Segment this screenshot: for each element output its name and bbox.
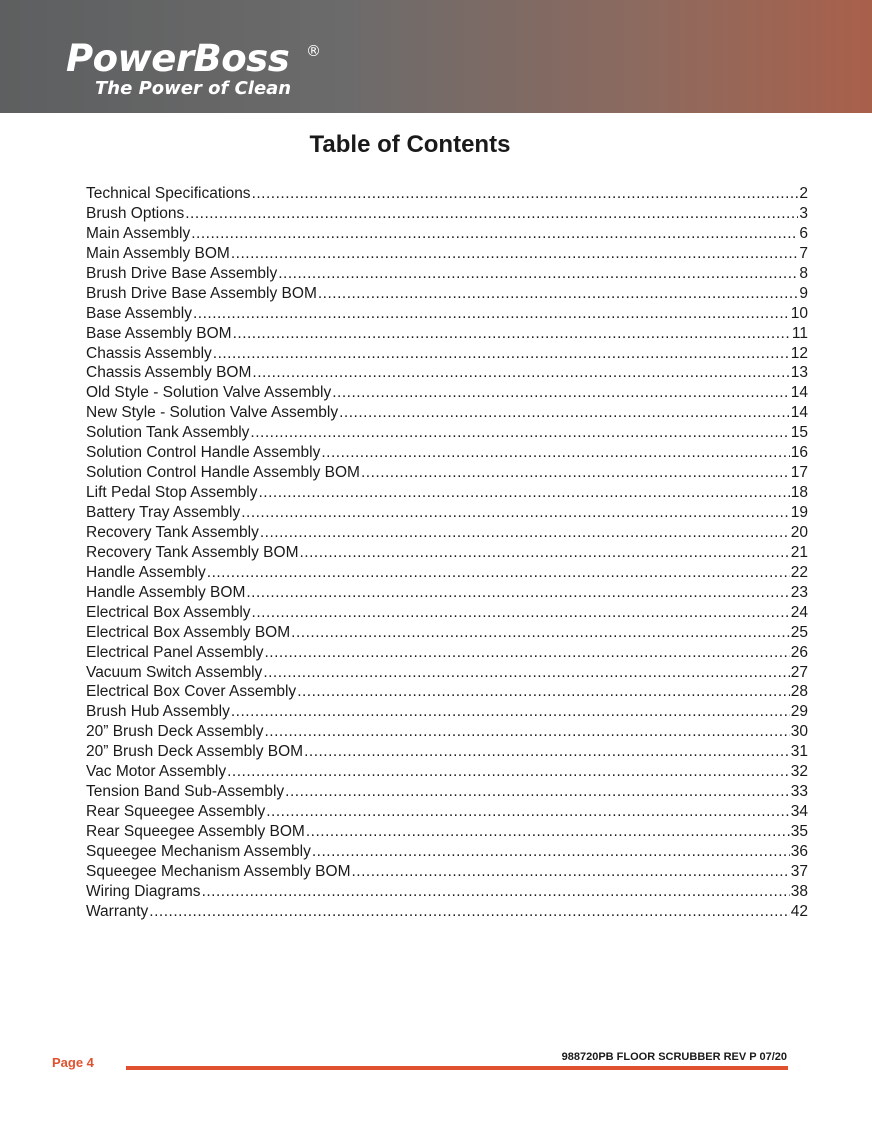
toc-entry-title: Battery Tray Assembly	[86, 504, 241, 521]
toc-entry-title: Main Assembly BOM	[86, 244, 230, 262]
toc-entry-title: Electrical Box Assembly BOM	[86, 623, 291, 641]
toc-entry-title: Electrical Panel Assembly	[86, 643, 264, 661]
toc-entry[interactable]	[86, 663, 808, 683]
toc-dot-leader	[246, 583, 789, 603]
toc-entry[interactable]	[86, 204, 808, 224]
toc-entry[interactable]	[86, 822, 808, 842]
toc-entry[interactable]	[86, 523, 808, 543]
toc-dot-leader	[252, 603, 790, 623]
toc-entry[interactable]	[86, 284, 808, 304]
toc-entry-page: 14	[790, 404, 808, 422]
toc-entry[interactable]	[86, 762, 808, 782]
toc-entry-page: 6	[799, 224, 808, 242]
toc-entry[interactable]	[86, 583, 808, 603]
toc-dot-leader	[297, 682, 790, 702]
toc-dot-leader	[278, 264, 798, 284]
toc-entry-title: Brush Hub Assembly	[86, 703, 230, 721]
toc-entry-page: 35	[790, 823, 808, 840]
toc-entry-page: 31	[790, 743, 808, 761]
toc-entry-page: 7	[799, 244, 808, 262]
toc-entry-page: 8	[799, 264, 808, 282]
toc-entry[interactable]	[86, 563, 808, 583]
toc-entry-page: 18	[790, 484, 808, 502]
registered-mark: ®	[306, 42, 321, 60]
toc-entry[interactable]	[86, 782, 808, 802]
toc-entry-title: Main Assembly	[86, 224, 191, 242]
toc-entry[interactable]	[86, 503, 808, 523]
toc-entry[interactable]	[86, 722, 808, 742]
toc-entry-page: 30	[790, 723, 808, 741]
toc-entry-page: 20	[790, 523, 808, 541]
toc-dot-leader	[231, 244, 799, 264]
toc-entry-title: Solution Control Handle Assembly	[86, 444, 321, 462]
toc-entry-title: Squeegee Mechanism Assembly BOM	[86, 862, 351, 880]
toc-entry-title: Electrical Box Cover Assembly	[86, 683, 297, 701]
toc-entry-title: Solution Control Handle Assembly BOM	[86, 464, 360, 482]
toc-entry-title: Technical Specifications	[86, 185, 251, 202]
toc-entry-page: 26	[790, 643, 808, 661]
toc-dot-leader	[304, 742, 790, 762]
toc-entry-title: Recovery Tank Assembly	[86, 523, 259, 541]
toc-entry-title: New Style - Solution Valve Assembly	[86, 404, 339, 422]
toc-entry-title: Lift Pedal Stop Assembly	[86, 484, 258, 502]
toc-entry-title: 20” Brush Deck Assembly BOM	[86, 743, 304, 761]
toc-entry[interactable]	[86, 902, 808, 922]
toc-entry-page: 3	[799, 204, 808, 222]
toc-entry-page: 13	[790, 364, 808, 382]
toc-entry-title: Warranty	[86, 902, 149, 920]
toc-entry-title: Vacuum Switch Assembly	[86, 663, 263, 681]
footer-page-number: Page 4	[52, 1055, 94, 1070]
toc-dot-leader	[191, 224, 798, 244]
toc-entry-page: 37	[790, 862, 808, 880]
toc-entry[interactable]	[86, 603, 808, 623]
toc-dot-leader	[252, 184, 799, 204]
toc-entry-page: 42	[790, 902, 808, 920]
toc-entry-title: Chassis Assembly	[86, 344, 212, 362]
toc-entry-page: 21	[790, 543, 808, 561]
footer-document-id: 988720PB FLOOR SCRUBBER REV P 07/20	[561, 1051, 787, 1063]
toc-entry-page: 12	[790, 344, 808, 362]
toc-entry-page: 2	[799, 185, 808, 202]
toc-entry[interactable]	[86, 463, 808, 483]
toc-entry-page: 33	[790, 783, 808, 801]
toc-entry-title: Squeegee Mechanism Assembly	[86, 842, 311, 860]
toc-entry[interactable]	[86, 543, 808, 563]
toc-entry[interactable]	[86, 623, 808, 643]
toc-entry-page: 28	[790, 683, 808, 701]
toc-entry-page: 36	[790, 842, 808, 860]
toc-dot-leader	[263, 663, 789, 683]
toc-dot-leader	[213, 344, 790, 364]
table-of-contents	[86, 184, 808, 922]
toc-dot-leader	[231, 702, 790, 722]
toc-dot-leader	[339, 403, 790, 423]
toc-entry-page: 23	[790, 583, 808, 601]
toc-entry-title: Handle Assembly	[86, 563, 206, 581]
toc-entry-page: 32	[790, 763, 808, 781]
toc-entry[interactable]	[86, 682, 808, 702]
toc-entry[interactable]	[86, 324, 808, 344]
toc-entry-page: 22	[790, 563, 808, 581]
toc-entry[interactable]	[86, 702, 808, 722]
toc-entry-title: Vac Motor Assembly	[86, 763, 227, 781]
toc-dot-leader	[250, 423, 789, 443]
toc-entry[interactable]	[86, 742, 808, 762]
toc-dot-leader	[149, 902, 789, 922]
toc-entry[interactable]	[86, 244, 808, 264]
toc-entry-page: 9	[799, 284, 808, 302]
toc-entry-page: 17	[790, 464, 808, 482]
toc-entry-page: 27	[790, 663, 808, 681]
toc-entry[interactable]	[86, 882, 808, 902]
toc-dot-leader	[312, 842, 790, 862]
footer-rule	[126, 1066, 788, 1070]
toc-dot-leader	[233, 324, 791, 344]
toc-dot-leader	[202, 882, 790, 902]
toc-dot-leader	[321, 443, 789, 463]
toc-dot-leader	[332, 383, 790, 403]
toc-entry-title: Chassis Assembly BOM	[86, 364, 252, 382]
toc-dot-leader	[264, 643, 789, 663]
toc-dot-leader	[351, 862, 789, 882]
toc-entry-title: Tension Band Sub-Assembly	[86, 783, 285, 801]
toc-dot-leader	[227, 762, 790, 782]
toc-entry-page: 10	[790, 304, 808, 322]
toc-entry-title: Brush Drive Base Assembly	[86, 264, 278, 282]
toc-entry[interactable]	[86, 842, 808, 862]
brand-tagline: The Power of Clean	[95, 78, 292, 99]
toc-dot-leader	[291, 623, 790, 643]
toc-entry-page: 16	[790, 444, 808, 462]
toc-entry-title: Wiring Diagrams	[86, 882, 201, 900]
toc-entry[interactable]	[86, 304, 808, 324]
toc-entry[interactable]	[86, 184, 808, 204]
toc-dot-leader	[318, 284, 799, 304]
toc-entry[interactable]	[86, 643, 808, 663]
toc-entry-title: 20” Brush Deck Assembly	[86, 723, 264, 741]
toc-entry-title: Recovery Tank Assembly BOM	[86, 543, 299, 561]
toc-entry[interactable]	[86, 862, 808, 882]
toc-entry-title: Electrical Box Assembly	[86, 603, 251, 621]
toc-entry-page: 24	[790, 603, 808, 621]
toc-entry-title: Handle Assembly BOM	[86, 583, 246, 601]
toc-dot-leader	[241, 503, 790, 523]
toc-entry[interactable]	[86, 363, 808, 383]
toc-entry[interactable]	[86, 403, 808, 423]
toc-entry-page: 14	[790, 384, 808, 402]
toc-dot-leader	[285, 782, 790, 802]
toc-entry[interactable]	[86, 423, 808, 443]
toc-entry-title: Brush Drive Base Assembly BOM	[86, 284, 317, 302]
brand-logo: PowerBoss	[66, 37, 290, 80]
toc-entry-title: Rear Squeegee Assembly BOM	[86, 823, 305, 840]
toc-entry-title: Base Assembly	[86, 304, 192, 322]
toc-entry-title: Old Style - Solution Valve Assembly	[86, 384, 332, 402]
toc-entry[interactable]	[86, 224, 808, 244]
toc-dot-leader	[185, 204, 798, 224]
toc-dot-leader	[260, 523, 790, 543]
page-title: Table of Contents	[309, 131, 511, 158]
toc-entry[interactable]	[86, 443, 808, 463]
toc-dot-leader	[266, 802, 790, 822]
toc-entry-page: 11	[791, 324, 808, 342]
toc-dot-leader	[361, 463, 790, 483]
toc-entry[interactable]	[86, 383, 808, 403]
toc-entry[interactable]	[86, 802, 808, 822]
toc-dot-leader	[299, 543, 789, 563]
toc-dot-leader	[207, 563, 790, 583]
toc-dot-leader	[193, 304, 790, 324]
toc-entry[interactable]	[86, 344, 808, 364]
toc-entry-page: 34	[790, 803, 808, 821]
toc-entry[interactable]	[86, 264, 808, 284]
toc-dot-leader	[264, 722, 789, 742]
toc-entry-title: Brush Options	[86, 204, 185, 222]
toc-entry-page: 15	[790, 424, 808, 442]
toc-dot-leader	[306, 822, 790, 842]
toc-entry-page: 29	[790, 703, 808, 721]
toc-entry-page: 19	[790, 504, 808, 521]
toc-dot-leader	[258, 483, 789, 503]
toc-dot-leader	[252, 363, 789, 383]
toc-entry-title: Base Assembly BOM	[86, 324, 232, 342]
toc-entry-title: Rear Squeegee Assembly	[86, 803, 266, 821]
toc-entry-page: 38	[790, 882, 808, 900]
toc-entry[interactable]	[86, 483, 808, 503]
toc-entry-page: 25	[790, 623, 808, 641]
header-banner	[0, 0, 872, 113]
toc-entry-title: Solution Tank Assembly	[86, 424, 250, 442]
